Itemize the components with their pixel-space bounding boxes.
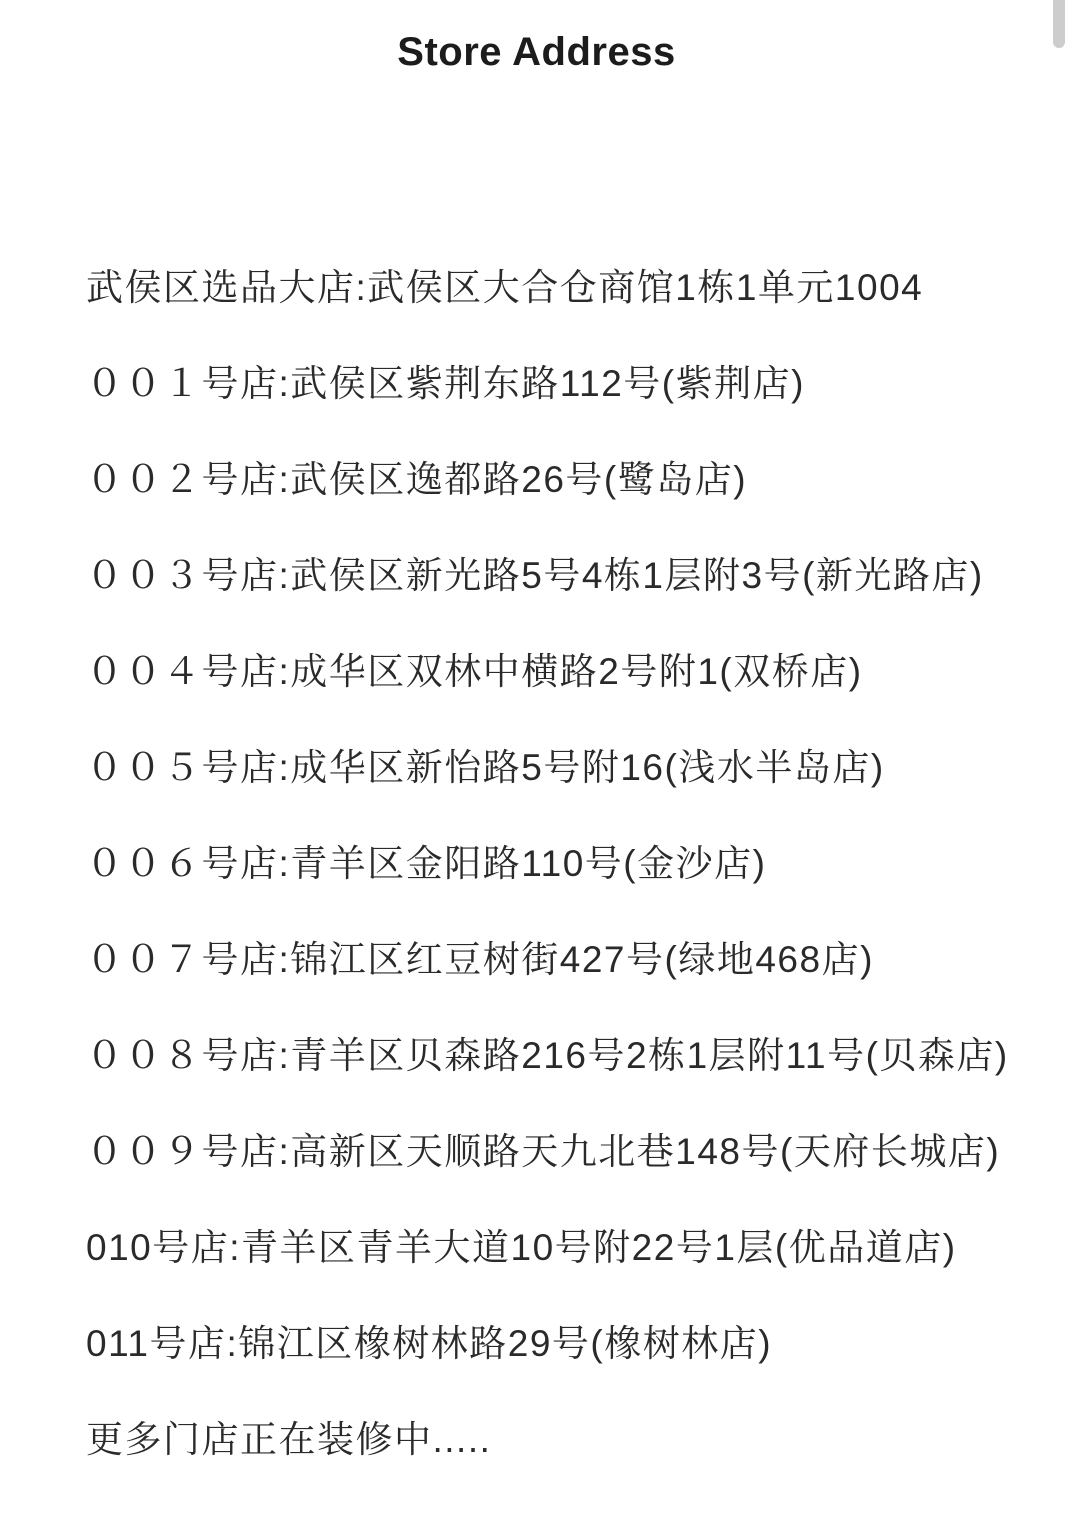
scrollbar-thumb[interactable] xyxy=(1053,0,1065,48)
store-address-item: 011号店:锦江区橡树林路29号(橡树林店) xyxy=(86,1323,773,1364)
store-address-item: ００７号店:锦江区红豆树街427号(绿地468店) xyxy=(86,939,874,980)
store-address-item: ００６号店:青羊区金阳路110号(金沙店) xyxy=(86,843,767,884)
more-stores-note: 更多门店正在装修中..... xyxy=(86,1419,492,1460)
store-address-item: 武侯区选品大店:武侯区大合仓商馆1栋1单元1004 xyxy=(86,267,924,308)
store-address-item: ００２号店:武侯区逸都路26号(鹭岛店) xyxy=(86,459,748,500)
store-address-item: 010号店:青羊区青羊大道10号附22号1层(优品道店) xyxy=(86,1227,957,1268)
store-address-item: ００３号店:武侯区新光路5号4栋1层附3号(新光路店) xyxy=(86,555,984,596)
store-address-list xyxy=(0,264,1073,1368)
page-title: Store Address xyxy=(397,30,676,74)
store-address-item: ００１号店:武侯区紫荆东路112号(紫荆店) xyxy=(86,363,805,404)
store-address-item: ００９号店:高新区天顺路天九北巷148号(天府长城店) xyxy=(86,1131,1001,1172)
store-address-item: ００５号店:成华区新怡路5号附16(浅水半岛店) xyxy=(86,747,885,788)
store-address-item: ００８号店:青羊区贝森路216号2栋1层附11号(贝森店) xyxy=(86,1035,1009,1076)
store-address-item: ００４号店:成华区双林中横路2号附1(双桥店) xyxy=(86,651,863,692)
